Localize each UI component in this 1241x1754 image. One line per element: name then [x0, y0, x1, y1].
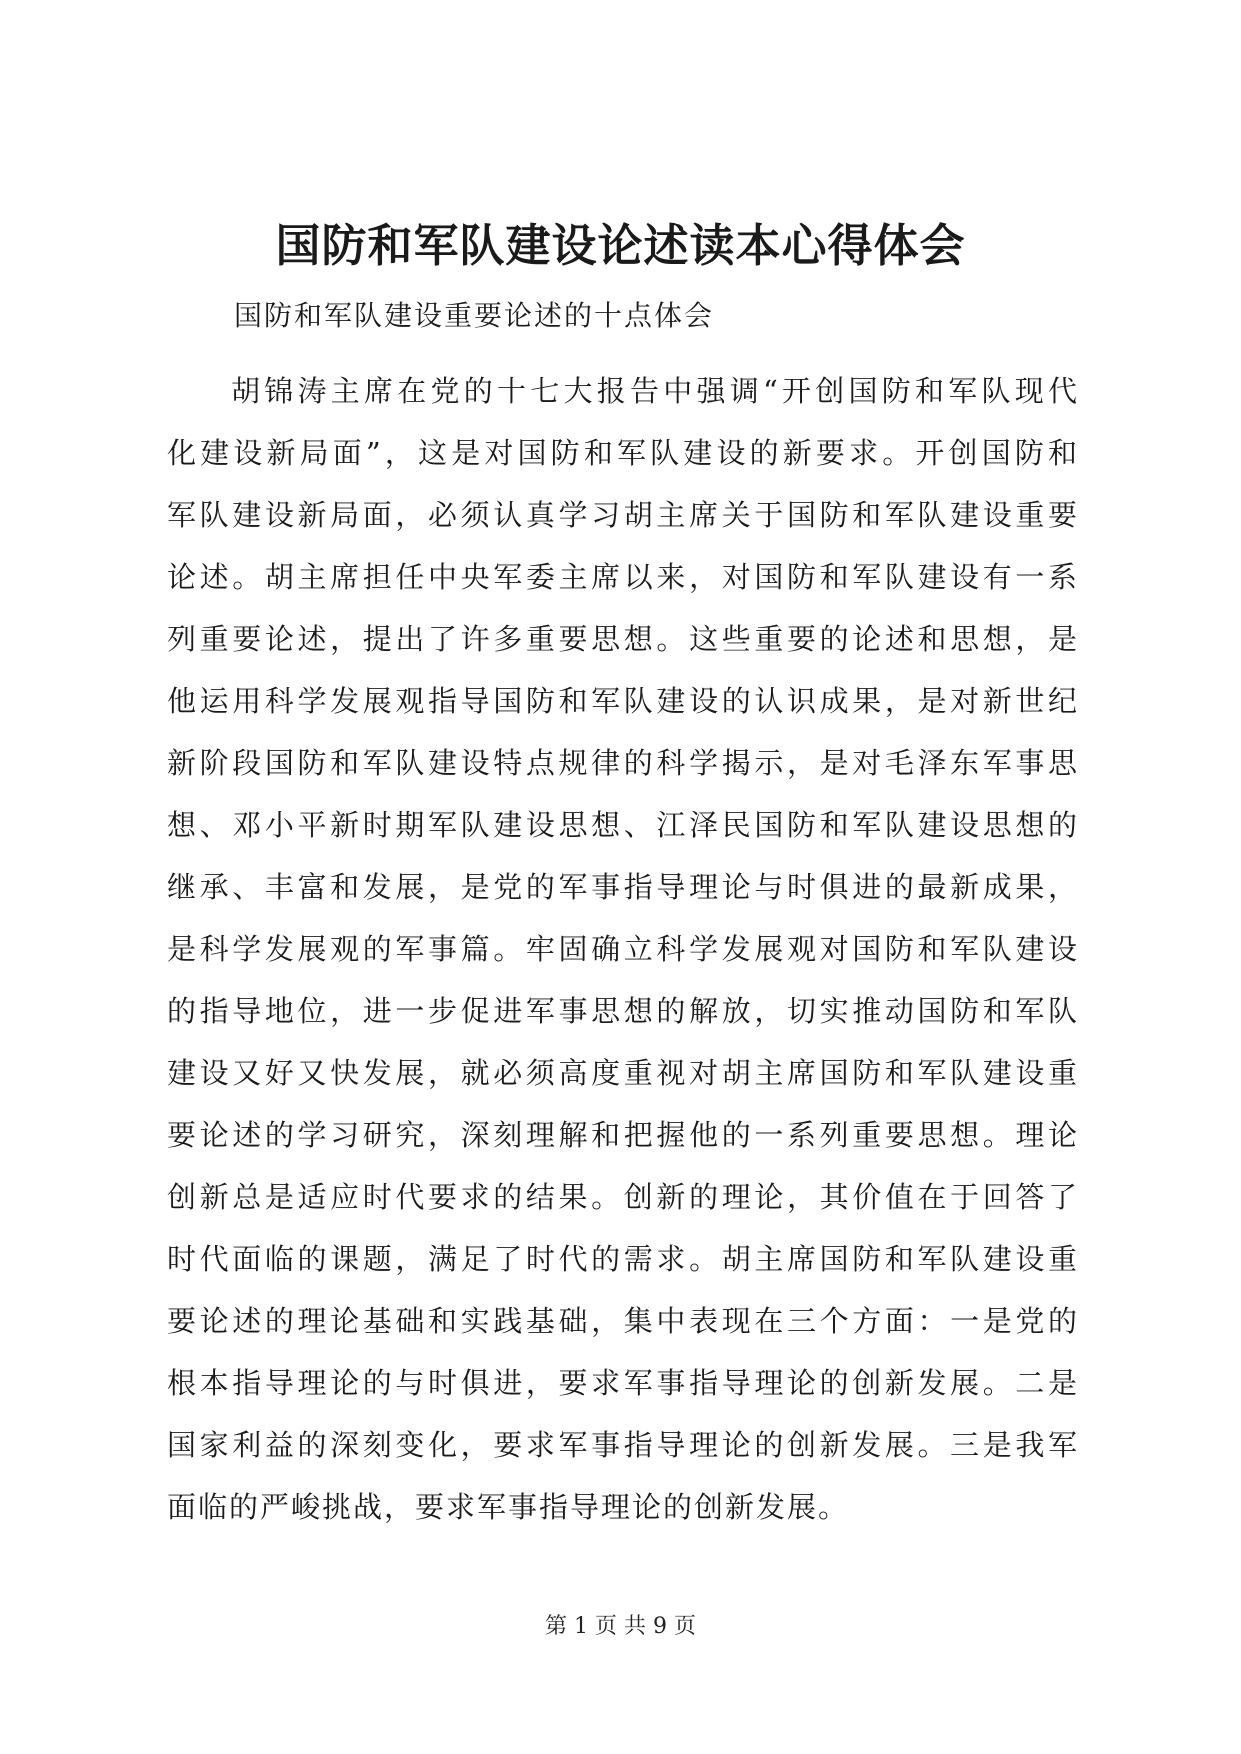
- body-line: 要论述的学习研究，深刻理解和把握他的一系列重要思想。理论: [167, 1118, 1079, 1152]
- body-line: 要论述的理论基础和实践基础，集中表现在三个方面：一是党的: [167, 1304, 1079, 1338]
- body-line: 论述。胡主席担任中央军委主席以来，对国防和军队建设有一系: [167, 560, 1079, 594]
- page-number: 第 1 页 共 9 页: [545, 1614, 696, 1639]
- page-title: 国防和军队建设论述读本心得体会: [275, 219, 966, 272]
- subtitle: 国防和军队建设重要论述的十点体会: [234, 299, 715, 332]
- body-line: 国家利益的深刻变化，要求军事指导理论的创新发展。三是我军: [167, 1428, 1079, 1462]
- body-line: 建设又好又快发展，就必须高度重视对胡主席国防和军队建设重: [167, 1056, 1079, 1090]
- body-line: 的指导地位，进一步促进军事思想的解放，切实推动国防和军队: [167, 994, 1079, 1028]
- body-line: 继承、丰富和发展，是党的军事指导理论与时俱进的最新成果，: [167, 870, 1079, 904]
- body-line: 军队建设新局面，必须认真学习胡主席关于国防和军队建设重要: [167, 498, 1079, 532]
- body-line: 创新总是适应时代要求的结果。创新的理论，其价值在于回答了: [167, 1180, 1079, 1214]
- body-line: 化建设新局面”，这是对国防和军队建设的新要求。开创国防和: [167, 436, 1079, 470]
- body-line: 新阶段国防和军队建设特点规律的科学揭示，是对毛泽东军事思: [167, 746, 1079, 780]
- body-line: 他运用科学发展观指导国防和军队建设的认识成果，是对新世纪: [167, 684, 1079, 718]
- body-line: 面临的严峻挑战，要求军事指导理论的创新发展。: [167, 1490, 850, 1524]
- body-paragraph: [167, 360, 1079, 1538]
- body-line: 想、邓小平新时期军队建设思想、江泽民国防和军队建设思想的: [167, 808, 1079, 842]
- body-line: 时代面临的课题，满足了时代的需求。胡主席国防和军队建设重: [167, 1242, 1079, 1276]
- body-line: 胡锦涛主席在党的十七大报告中强调“开创国防和军队现代: [231, 374, 1079, 408]
- body-line: 列重要论述，提出了许多重要思想。这些重要的论述和思想，是: [167, 622, 1079, 656]
- body-line: 是科学发展观的军事篇。牢固确立科学发展观对国防和军队建设: [167, 932, 1079, 966]
- body-line: 根本指导理论的与时俱进，要求军事指导理论的创新发展。二是: [167, 1366, 1079, 1400]
